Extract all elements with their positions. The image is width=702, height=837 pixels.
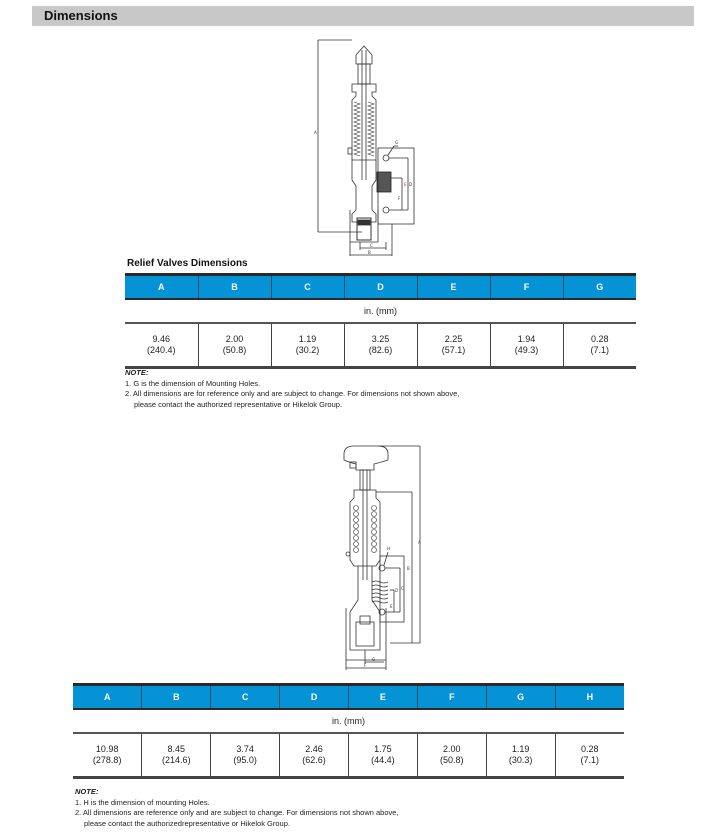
table1-cell-b [198, 323, 271, 368]
dim-label-g: G [395, 140, 399, 145]
value-in: 1.19 [511, 744, 530, 754]
table1-cell-c [271, 323, 344, 368]
value-in: 1.19 [298, 334, 317, 344]
value-mm: (57.1) [441, 345, 466, 355]
value-in: 8.45 [167, 744, 186, 754]
table1-note [125, 368, 459, 410]
table2-cell-f [417, 733, 486, 778]
table2-cell-h [555, 733, 624, 778]
value-mm: (62.6) [302, 755, 326, 765]
dimensions-table-1 [125, 273, 636, 369]
table1-cell-f [490, 323, 563, 368]
value-mm: (30.2) [295, 345, 320, 355]
dim-label-h: H [387, 546, 391, 551]
dim-label-f: F [398, 196, 401, 201]
relief-valve-drawing-2 [320, 440, 450, 680]
table2-cell-g [486, 733, 555, 778]
dim-label-b: B [368, 250, 371, 255]
table2-cell-a [73, 733, 142, 778]
section-title: Dimensions [44, 8, 118, 23]
table2-col-d: D [280, 685, 349, 710]
value-in: 9.46 [152, 334, 171, 344]
table1-cell-d [344, 323, 417, 368]
value-mm: (7.1) [590, 345, 609, 355]
value-mm: (214.6) [162, 755, 191, 765]
note-line-1: 1. H is the dimension of mounting Holes. [75, 797, 210, 807]
dim-label-a: A [314, 130, 317, 135]
table1-col-g: G [563, 275, 636, 300]
dimensions-table-2 [73, 683, 624, 779]
dim-label-c: C [401, 586, 404, 591]
value-in: 10.98 [95, 744, 119, 754]
table1-header-row [125, 275, 636, 300]
note-line-2: 2. All dimensions are for reference only and are subject to change. For dimensions not shown above, [125, 389, 460, 398]
value-mm: (278.8) [92, 755, 122, 765]
value-in: 0.28 [590, 334, 609, 344]
table1-col-a: A [125, 275, 198, 300]
table2-unit: in. (mm) [332, 716, 365, 726]
dim-label-f: F [364, 663, 367, 668]
value-in: 2.00 [443, 744, 461, 754]
table-row [73, 733, 624, 778]
table1-unit: in. (mm) [364, 306, 397, 316]
dim-label-d: D [409, 182, 413, 187]
value-mm: (82.6) [368, 345, 393, 355]
table2-col-b: B [142, 685, 211, 710]
relief-valve-drawing-1 [300, 30, 440, 260]
note-line-3: please contact the authorizedrepresentative or Hikelok Group. [84, 818, 290, 828]
value-mm: (30.3) [508, 755, 533, 765]
table2-note [75, 787, 399, 829]
value-mm: (95.0) [233, 755, 257, 765]
table2-cell-e [349, 733, 418, 778]
table2-col-e: E [349, 685, 418, 710]
table2-cell-b [142, 733, 211, 778]
table1-cell-e [417, 323, 490, 368]
table-row [125, 323, 636, 368]
table1-col-c: C [271, 275, 344, 300]
table2-col-g: G [486, 685, 555, 710]
value-in: 3.74 [236, 744, 254, 754]
note-line-1: 1. G is the dimension of Mounting Holes. [125, 378, 261, 388]
table2-col-h: H [555, 685, 624, 710]
value-mm: (50.8) [440, 755, 464, 765]
dim-label-c: C [370, 243, 373, 248]
value-in: 2.25 [444, 334, 463, 344]
value-mm: (7.1) [580, 755, 600, 765]
dim-label-b: B [407, 566, 410, 571]
note-label: NOTE: [75, 787, 99, 796]
table1-col-b: B [198, 275, 271, 300]
note-line-2: 2. All dimensions are reference only and are subject to change. For dimensions not shown above, [75, 808, 399, 817]
table1-col-f: F [490, 275, 563, 300]
value-in: 3.25 [371, 334, 390, 344]
table1-col-e: E [417, 275, 490, 300]
value-in: 2.00 [225, 334, 244, 344]
table1-cell-g [563, 323, 636, 368]
table2-col-f: F [417, 685, 486, 710]
table1-cell-a [125, 323, 198, 368]
value-in: 2.46 [305, 744, 323, 754]
table2-header-row [73, 685, 624, 710]
dim-label-d: D [395, 588, 399, 593]
table2-col-c: C [211, 685, 280, 710]
value-in: 1.75 [374, 744, 392, 754]
table2-cell-c [211, 733, 280, 778]
table2-cell-d [280, 733, 349, 778]
table2-col-a: A [73, 685, 142, 710]
value-mm: (50.8) [222, 345, 247, 355]
table2-unit-row [73, 709, 624, 733]
dim-label-e: E [390, 604, 393, 609]
table1-unit-row [125, 299, 636, 323]
dim-label-a: A [418, 540, 421, 545]
value-mm: (44.4) [371, 755, 395, 765]
value-mm: (49.3) [514, 345, 539, 355]
value-in: 1.94 [517, 334, 536, 344]
note-label: NOTE: [125, 368, 149, 377]
table1-col-d: D [344, 275, 417, 300]
dim-label-e: E [404, 182, 407, 187]
dim-label-g: G [372, 657, 376, 662]
value-mm: (240.4) [146, 345, 176, 355]
table1-title: Relief Valves Dimensions [127, 258, 248, 269]
section-header [32, 6, 694, 26]
note-line-3: please contact the authorized representative or Hikelok Group. [134, 399, 343, 409]
value-in: 0.28 [581, 744, 599, 754]
